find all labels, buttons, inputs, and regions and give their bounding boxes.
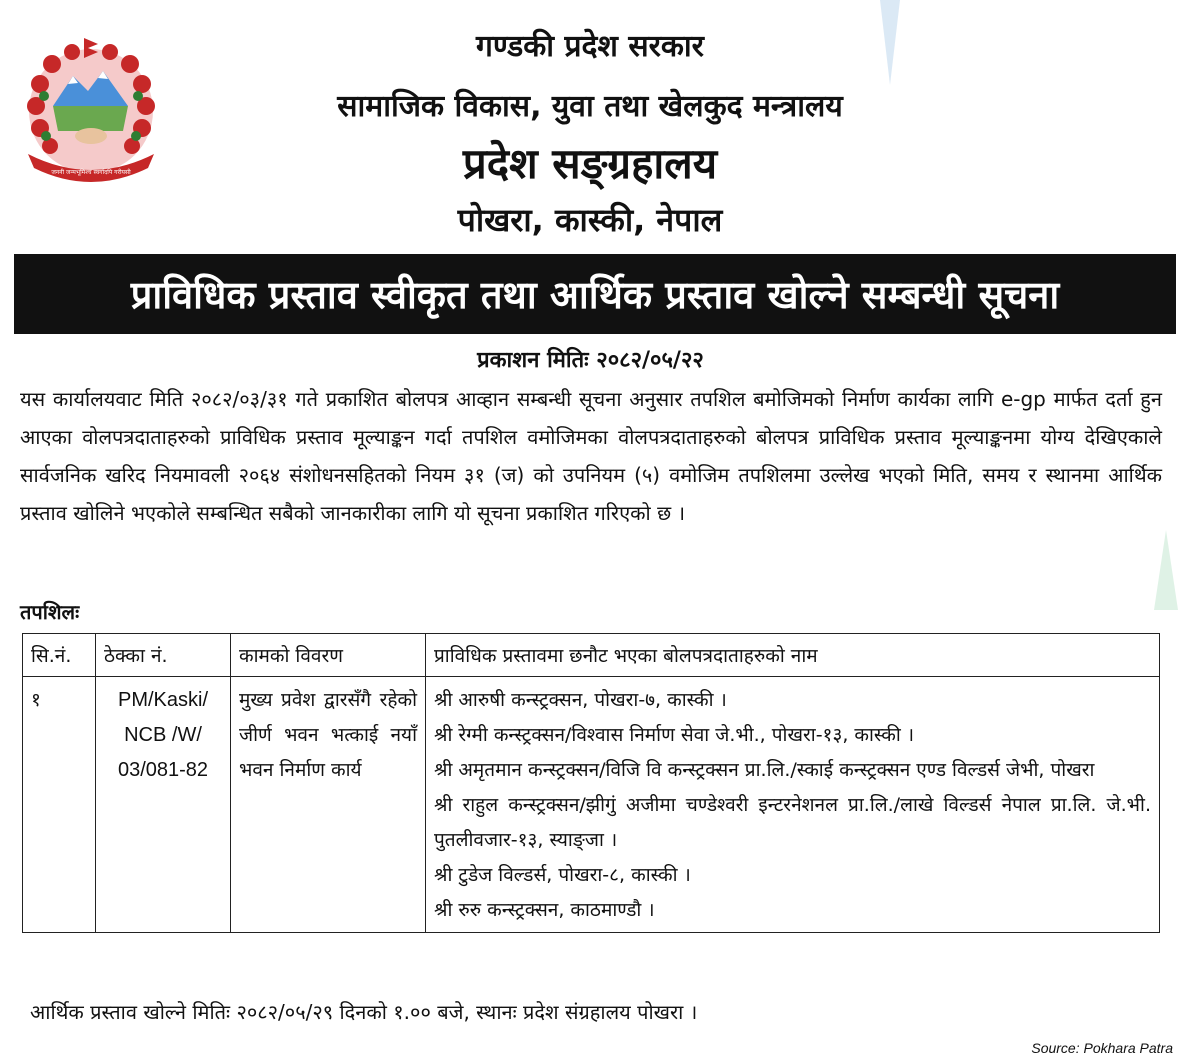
watermark-arrow-icon xyxy=(1152,530,1180,650)
bidder-item: श्री रेग्मी कन्स्ट्रक्सन/विश्वास निर्माण सेवा जे.भी., पोखरा-१३, कास्की । xyxy=(434,724,915,746)
cell-bidders xyxy=(426,677,1160,933)
source-credit: Source: Pokhara Patra xyxy=(1031,1040,1173,1056)
notice-body: यस कार्यालयवाट मिति २०८२/०३/३१ गते प्रकाशित बोलपत्र आव्हान सम्बन्धी सूचना अनुसार तपशिल बमोजिमको निर्माण कार्यका लागि e-gp मार्फत दर्ता हुन आएका वोलपत्रदाताहरुको प्राविधिक प्रस्ताव मूल्याङ्कन गर्दा तपशिल वमोजिमका वोलपत्रदाताहरुको बोलपत्र प्राविधिक प्रस्ताव मूल्याङ्कनमा योग्य देखिएकाले सार्वजनिक खरिद नियमावली २०६४ संशोधनसहितको नियम ३१ (ज) को उपनियम (५) वमोजिम तपशिलमा उल्लेख भएको मिति, समय र स्थानमा आर्थिक प्रस्ताव खोलिने भएकोले सम्बन्धित सबैको जानकारीका लागि यो सूचना प्रकाशित गरिएको छ । xyxy=(20,387,1162,525)
bidder-item: श्री टुडेज विल्डर्स, पोखरा-८, कास्की । xyxy=(434,864,691,886)
header-government: गण्डकी प्रदेश सरकार xyxy=(476,29,704,64)
bidder-item: श्री आरुषी कन्स्ट्रक्सन, पोखरा-७, कास्की । xyxy=(434,689,727,711)
header-contract-no: ठेक्का नं. xyxy=(96,634,231,677)
details-table xyxy=(22,633,1160,933)
publish-date: प्रकाशन मितिः २०८२/०५/२२ xyxy=(477,348,704,373)
cell-contract-no: PM/Kaski/ NCB /W/ 03/081-82 xyxy=(96,677,231,933)
financial-opening-info: आर्थिक प्रस्ताव खोल्ने मितिः २०८२/०५/२९ दिनको १.०० बजे, स्थानः प्रदेश संग्रहालय पोखरा । xyxy=(30,1000,698,1024)
bidder-item: श्री रुरु कन्स्ट्रक्सन, काठमाण्डौ । xyxy=(434,899,655,921)
notice-title: प्राविधिक प्रस्ताव स्वीकृत तथा आर्थिक प्रस्ताव खोल्ने सम्बन्धी सूचना xyxy=(14,254,1176,334)
header-work: कामको विवरण xyxy=(231,634,426,677)
header-office: प्रदेश सङ्ग्रहालय xyxy=(462,139,718,188)
nepal-emblem-icon xyxy=(18,36,164,182)
bidder-item: श्री राहुल कन्स्ट्रक्सन/झीगुं अजीमा चण्डेश्वरी इन्टरनेशनल प्रा.लि./लाखे विल्डर्स नेपाल प्रा.लि. जे.भी. पुतलीवजार-१३, स्याङ्जा । xyxy=(434,794,1151,851)
table-row xyxy=(23,677,1160,933)
cell-sn: १ xyxy=(23,677,96,933)
bidder-item: श्री अमृतमान कन्स्ट्रक्सन/विजि वि कन्स्ट्रक्सन प्रा.लि./स्काई कन्स्ट्रक्सन एण्ड विल्डर्स जेभी, पोखरा xyxy=(434,759,1095,781)
header-ministry: सामाजिक विकास, युवा तथा खेलकुद मन्त्रालय xyxy=(337,89,843,124)
header-sn: सि.नं. xyxy=(23,634,96,677)
header-address: पोखरा, कास्की, नेपाल xyxy=(457,201,723,239)
details-label: तपशिलः xyxy=(20,600,80,624)
table-header-row xyxy=(23,634,1160,677)
emblem-motto: जननी जन्मभूमिश्च स्वर्गादपि गरीयसी xyxy=(51,169,131,176)
cell-work: मुख्य प्रवेश द्वारसँगै रहेको जीर्ण भवन भत्काई नयाँ भवन निर्माण कार्य xyxy=(231,677,426,933)
header-bidders: प्राविधिक प्रस्तावमा छनौट भएका बोलपत्रदाताहरुको नाम xyxy=(426,634,1160,677)
